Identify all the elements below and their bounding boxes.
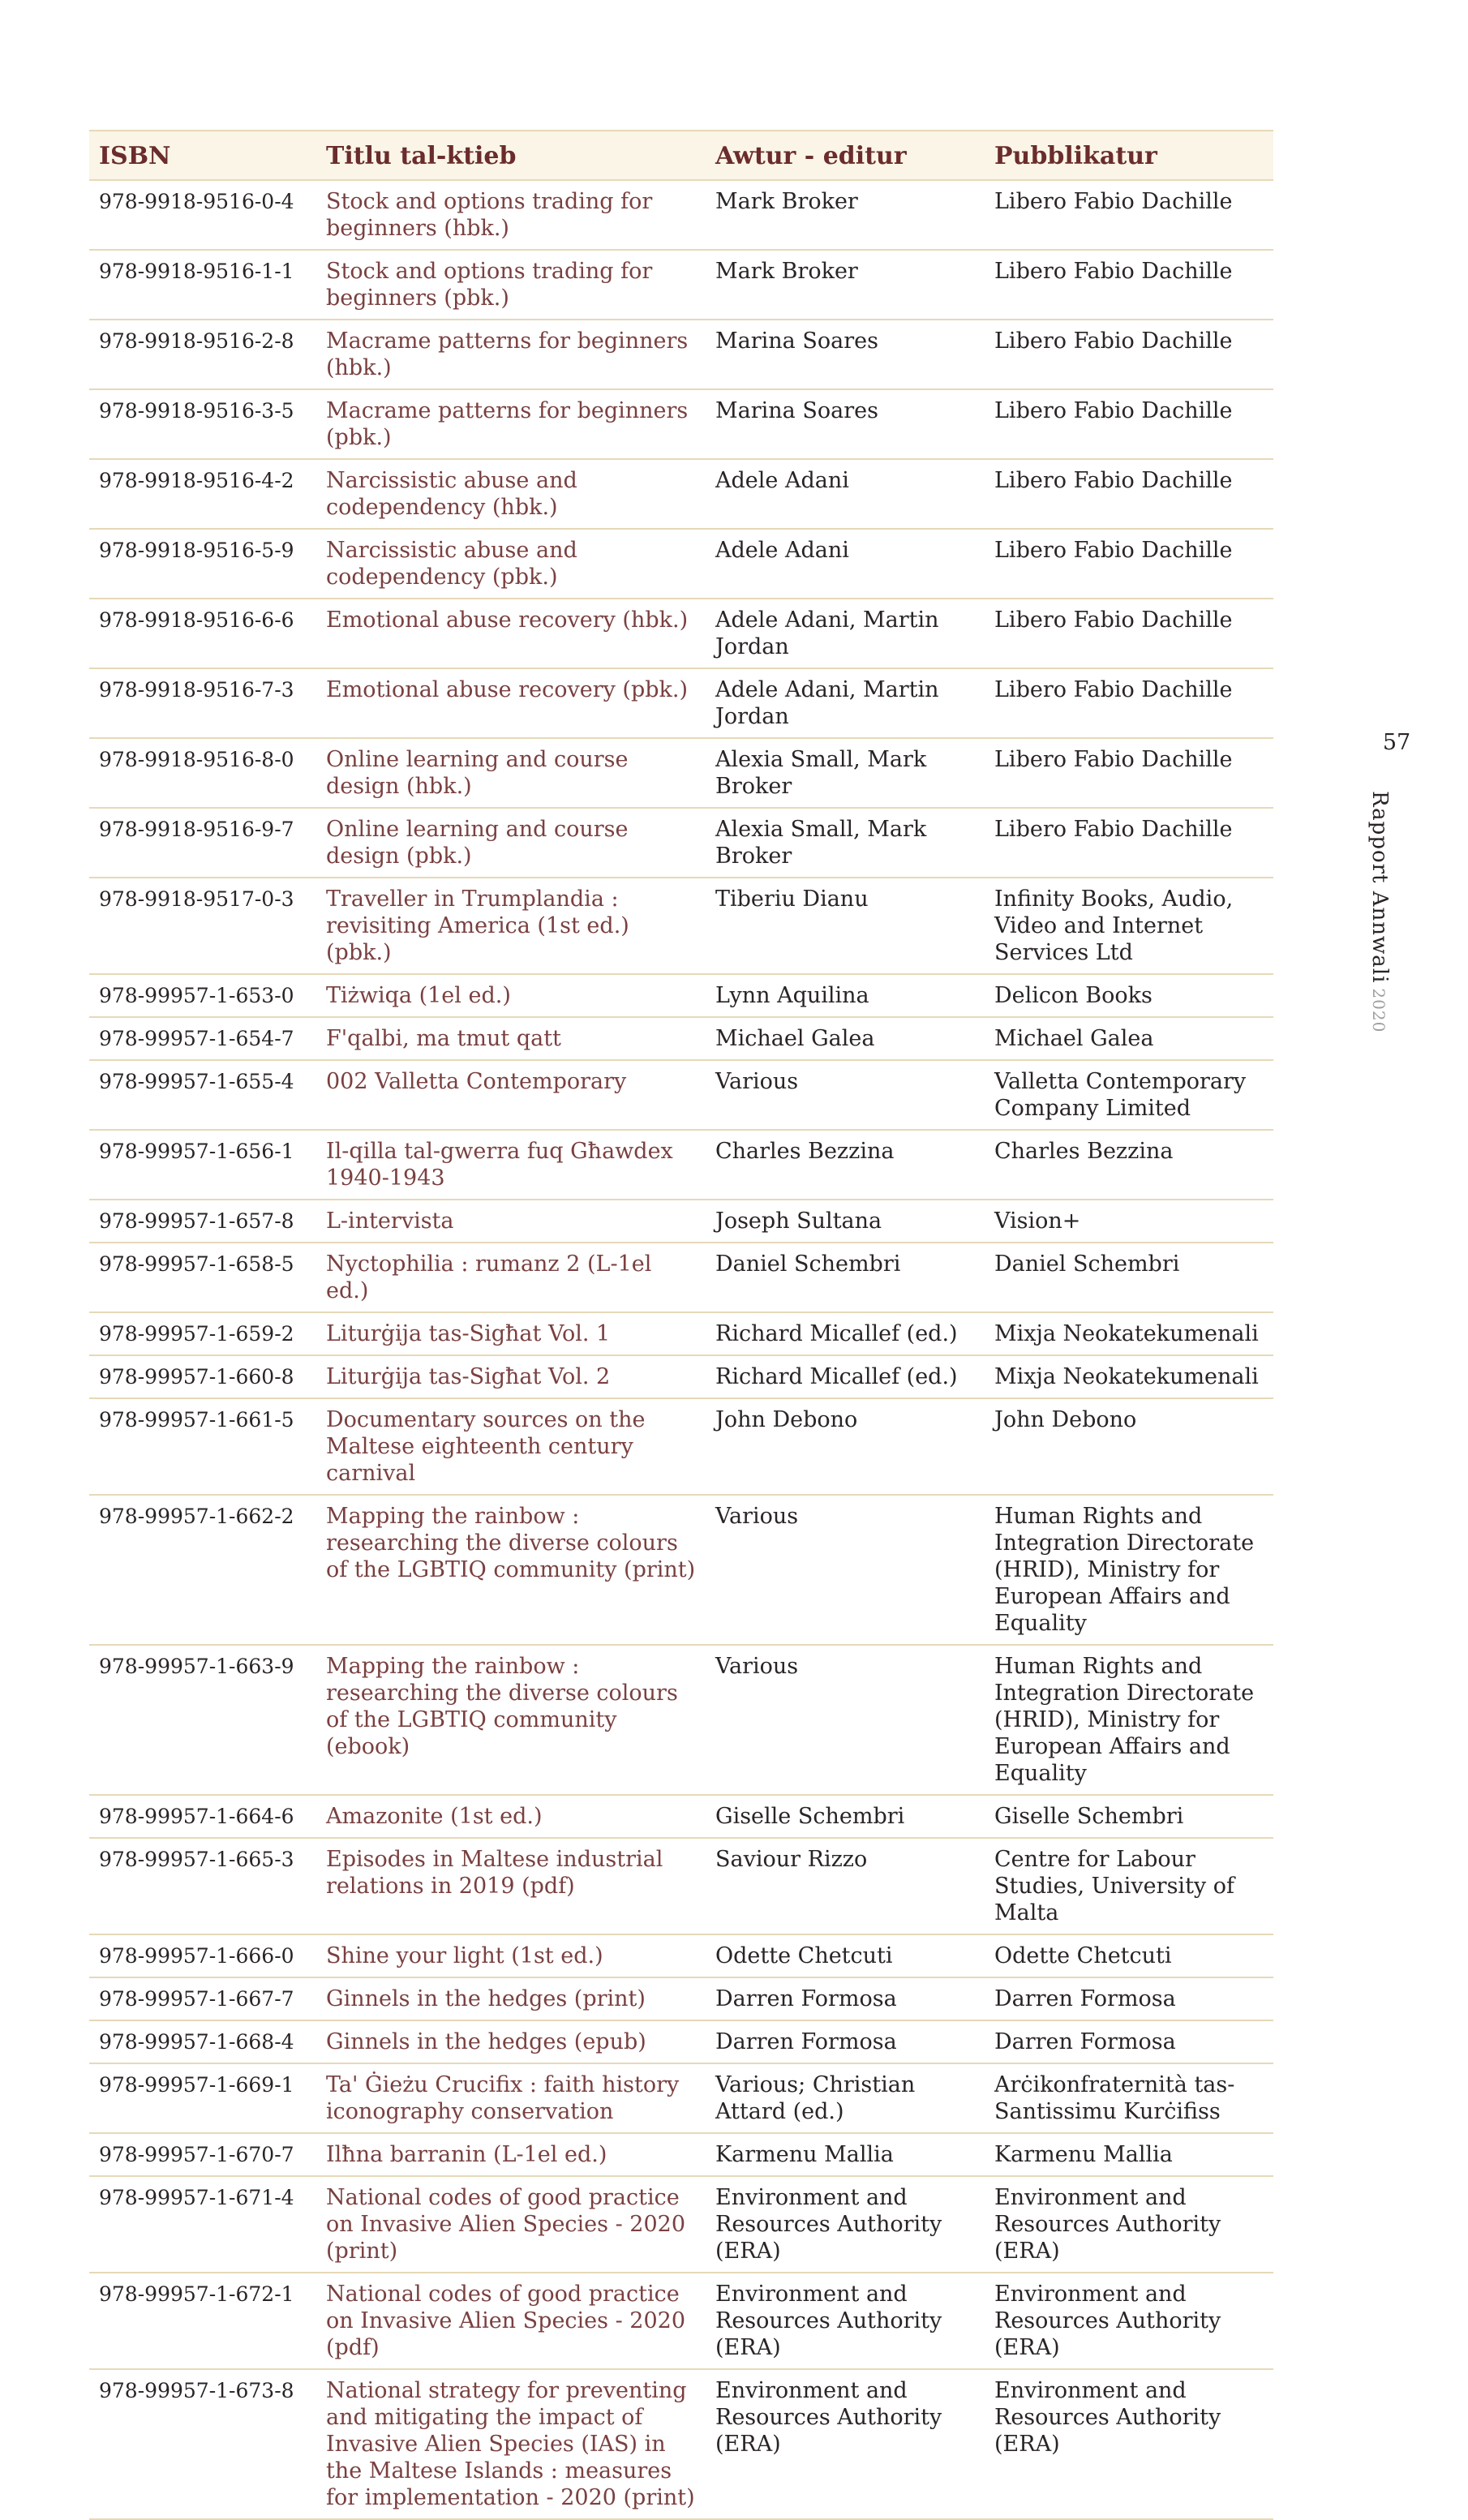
publisher-cell: Giselle Schembri xyxy=(985,1795,1273,1838)
title-cell: National strategy for preventing and mitigating the impact of Invasive Alien Species (IAS) in the Maltese Islands : measures for implementation - 2020 (print) xyxy=(316,2369,706,2519)
publisher-cell: Environment and Resources Authority (ERA) xyxy=(985,2273,1273,2369)
table-row xyxy=(89,1495,1273,1645)
title-cell: Shine your light (1st ed.) xyxy=(316,1934,706,1977)
isbn-cell: 978-99957-1-659-2 xyxy=(89,1312,316,1355)
isbn-cell: 978-99957-1-662-2 xyxy=(89,1495,316,1645)
report-title: Rapport Annwali xyxy=(1367,791,1392,984)
isbn-cell: 978-99957-1-661-5 xyxy=(89,1398,316,1495)
publisher-cell: Infinity Books, Audio, Video and Internet Services Ltd xyxy=(985,878,1273,974)
title-cell: Ginnels in the hedges (epub) xyxy=(316,2020,706,2063)
table-row xyxy=(89,320,1273,389)
isbn-cell: 978-99957-1-657-8 xyxy=(89,1200,316,1243)
title-cell: Online learning and course design (hbk.) xyxy=(316,738,706,808)
table-row xyxy=(89,1312,1273,1355)
publisher-cell: Libero Fabio Dachille xyxy=(985,738,1273,808)
publisher-cell: Odette Chetcuti xyxy=(985,1934,1273,1977)
table-row xyxy=(89,1977,1273,2020)
table-row xyxy=(89,878,1273,974)
title-cell: National codes of good practice on Invasive Alien Species - 2020 (pdf) xyxy=(316,2273,706,2369)
author-cell: Joseph Sultana xyxy=(706,1200,985,1243)
isbn-cell: 978-99957-1-660-8 xyxy=(89,1355,316,1398)
publisher-cell: Libero Fabio Dachille xyxy=(985,320,1273,389)
author-cell: Adele Adani, Martin Jordan xyxy=(706,668,985,738)
isbn-cell: 978-99957-1-655-4 xyxy=(89,1060,316,1130)
title-cell: Ta' Ġieżu Crucifix : faith history iconography conservation xyxy=(316,2063,706,2133)
publisher-cell: Mixja Neokatekumenali xyxy=(985,1355,1273,1398)
table-row xyxy=(89,738,1273,808)
publisher-cell: Darren Formosa xyxy=(985,2020,1273,2063)
title-cell: Liturġija tas-Sigħat Vol. 1 xyxy=(316,1312,706,1355)
author-cell: Marina Soares xyxy=(706,389,985,459)
title-cell: Traveller in Trumplandia : revisiting America (1st ed.) (pbk.) xyxy=(316,878,706,974)
isbn-cell: 978-99957-1-671-4 xyxy=(89,2176,316,2273)
publisher-cell: Mixja Neokatekumenali xyxy=(985,1312,1273,1355)
isbn-cell: 978-99957-1-670-7 xyxy=(89,2133,316,2176)
table-row xyxy=(89,1795,1273,1838)
author-cell: Giselle Schembri xyxy=(706,1795,985,1838)
publisher-cell: Environment and Resources Authority (ERA) xyxy=(985,2369,1273,2519)
table-row xyxy=(89,599,1273,668)
table-row xyxy=(89,180,1273,250)
publisher-cell: Valletta Contemporary Company Limited xyxy=(985,1060,1273,1130)
author-cell: Alexia Small, Mark Broker xyxy=(706,808,985,878)
table-row xyxy=(89,529,1273,599)
table-row xyxy=(89,2020,1273,2063)
publisher-cell: Darren Formosa xyxy=(985,1977,1273,2020)
header-title: Titlu tal-ktieb xyxy=(316,131,706,180)
author-cell: Mark Broker xyxy=(706,250,985,320)
header-publisher: Pubblikatur xyxy=(985,131,1273,180)
title-cell: Nyctophilia : rumanz 2 (L-1el ed.) xyxy=(316,1243,706,1312)
title-cell: L-intervista xyxy=(316,1200,706,1243)
title-cell: National codes of good practice on Invasive Alien Species - 2020 (print) xyxy=(316,2176,706,2273)
isbn-cell: 978-9918-9516-3-5 xyxy=(89,389,316,459)
publisher-cell: Centre for Labour Studies, University of Malta xyxy=(985,1838,1273,1934)
author-cell: Tiberiu Dianu xyxy=(706,878,985,974)
isbn-cell: 978-99957-1-672-1 xyxy=(89,2273,316,2369)
isbn-cell: 978-9918-9516-7-3 xyxy=(89,668,316,738)
isbn-cell: 978-9918-9516-2-8 xyxy=(89,320,316,389)
table-row xyxy=(89,1355,1273,1398)
author-cell: Environment and Resources Authority (ERA) xyxy=(706,2369,985,2519)
publisher-cell: Charles Bezzina xyxy=(985,1130,1273,1200)
title-cell: Documentary sources on the Maltese eighteenth century carnival xyxy=(316,1398,706,1495)
publisher-cell: Libero Fabio Dachille xyxy=(985,459,1273,529)
author-cell: Various xyxy=(706,1060,985,1130)
author-cell: Lynn Aquilina xyxy=(706,974,985,1017)
title-cell: Tiżwiqa (1el ed.) xyxy=(316,974,706,1017)
isbn-cell: 978-99957-1-658-5 xyxy=(89,1243,316,1312)
title-cell: Emotional abuse recovery (pbk.) xyxy=(316,668,706,738)
isbn-cell: 978-99957-1-665-3 xyxy=(89,1838,316,1934)
publisher-cell: Libero Fabio Dachille xyxy=(985,808,1273,878)
title-cell: Narcissistic abuse and codependency (hbk.) xyxy=(316,459,706,529)
publisher-cell: Arċikonfraternità tas-Santissimu Kurċifiss xyxy=(985,2063,1273,2133)
publisher-cell: Human Rights and Integration Directorate (HRID), Ministry for European Affairs and Equality xyxy=(985,1495,1273,1645)
isbn-cell: 978-9918-9516-6-6 xyxy=(89,599,316,668)
title-cell: Macrame patterns for beginners (pbk.) xyxy=(316,389,706,459)
table-row xyxy=(89,974,1273,1017)
publisher-cell: Libero Fabio Dachille xyxy=(985,599,1273,668)
title-cell: Ginnels in the hedges (print) xyxy=(316,1977,706,2020)
isbn-cell: 978-99957-1-654-7 xyxy=(89,1017,316,1060)
title-cell: Liturġija tas-Sigħat Vol. 2 xyxy=(316,1355,706,1398)
table-row xyxy=(89,250,1273,320)
author-cell: Daniel Schembri xyxy=(706,1243,985,1312)
title-cell: Macrame patterns for beginners (hbk.) xyxy=(316,320,706,389)
isbn-cell: 978-9918-9516-4-2 xyxy=(89,459,316,529)
table-row xyxy=(89,668,1273,738)
author-cell: Various xyxy=(706,1495,985,1645)
publisher-cell: Libero Fabio Dachille xyxy=(985,389,1273,459)
publisher-cell: Human Rights and Integration Directorate (HRID), Ministry for European Affairs and Equality xyxy=(985,1645,1273,1795)
title-cell: Mapping the rainbow : researching the diverse colours of the LGBTIQ community (ebook) xyxy=(316,1645,706,1795)
table-row xyxy=(89,2273,1273,2369)
author-cell: Karmenu Mallia xyxy=(706,2133,985,2176)
table-row xyxy=(89,1934,1273,1977)
table-row xyxy=(89,1398,1273,1495)
author-cell: Environment and Resources Authority (ERA) xyxy=(706,2176,985,2273)
table-body xyxy=(89,180,1273,2519)
title-cell: F'qalbi, ma tmut qatt xyxy=(316,1017,706,1060)
isbn-cell: 978-9918-9516-8-0 xyxy=(89,738,316,808)
publisher-cell: Environment and Resources Authority (ERA) xyxy=(985,2176,1273,2273)
table-row xyxy=(89,2369,1273,2519)
isbn-cell: 978-99957-1-666-0 xyxy=(89,1934,316,1977)
table-row xyxy=(89,1017,1273,1060)
isbn-cell: 978-99957-1-664-6 xyxy=(89,1795,316,1838)
publisher-cell: Libero Fabio Dachille xyxy=(985,250,1273,320)
author-cell: Darren Formosa xyxy=(706,2020,985,2063)
publisher-cell: Karmenu Mallia xyxy=(985,2133,1273,2176)
author-cell: Darren Formosa xyxy=(706,1977,985,2020)
running-head xyxy=(1367,791,1392,1032)
title-cell: Stock and options trading for beginners (pbk.) xyxy=(316,250,706,320)
author-cell: Various xyxy=(706,1645,985,1795)
isbn-cell: 978-99957-1-663-9 xyxy=(89,1645,316,1795)
isbn-cell: 978-99957-1-653-0 xyxy=(89,974,316,1017)
author-cell: Richard Micallef (ed.) xyxy=(706,1355,985,1398)
author-cell: Adele Adani, Martin Jordan xyxy=(706,599,985,668)
title-cell: Ilħna barranin (L-1el ed.) xyxy=(316,2133,706,2176)
table-row xyxy=(89,2063,1273,2133)
isbn-cell: 978-99957-1-656-1 xyxy=(89,1130,316,1200)
header-isbn: ISBN xyxy=(89,131,316,180)
table-row xyxy=(89,1243,1273,1312)
header-author: Awtur - editur xyxy=(706,131,985,180)
table-header-row xyxy=(89,131,1273,180)
table-row xyxy=(89,1060,1273,1130)
isbn-cell: 978-99957-1-669-1 xyxy=(89,2063,316,2133)
publisher-cell: Vision+ xyxy=(985,1200,1273,1243)
author-cell: Environment and Resources Authority (ERA) xyxy=(706,2273,985,2369)
author-cell: Adele Adani xyxy=(706,529,985,599)
title-cell: Online learning and course design (pbk.) xyxy=(316,808,706,878)
table-row xyxy=(89,1838,1273,1934)
title-cell: Mapping the rainbow : researching the diverse colours of the LGBTIQ community (print) xyxy=(316,1495,706,1645)
table-row xyxy=(89,389,1273,459)
title-cell: Il-qilla tal-gwerra fuq Għawdex 1940-1943 xyxy=(316,1130,706,1200)
author-cell: Various; Christian Attard (ed.) xyxy=(706,2063,985,2133)
isbn-cell: 978-9918-9516-9-7 xyxy=(89,808,316,878)
isbn-cell: 978-99957-1-668-4 xyxy=(89,2020,316,2063)
title-cell: Amazonite (1st ed.) xyxy=(316,1795,706,1838)
author-cell: Richard Micallef (ed.) xyxy=(706,1312,985,1355)
isbn-cell: 978-99957-1-667-7 xyxy=(89,1977,316,2020)
author-cell: Mark Broker xyxy=(706,180,985,250)
title-cell: Episodes in Maltese industrial relations in 2019 (pdf) xyxy=(316,1838,706,1934)
publisher-cell: Daniel Schembri xyxy=(985,1243,1273,1312)
title-cell: Stock and options trading for beginners (hbk.) xyxy=(316,180,706,250)
publisher-cell: John Debono xyxy=(985,1398,1273,1495)
isbn-cell: 978-9918-9516-0-4 xyxy=(89,180,316,250)
publisher-cell: Libero Fabio Dachille xyxy=(985,180,1273,250)
isbn-cell: 978-9918-9516-5-9 xyxy=(89,529,316,599)
author-cell: Marina Soares xyxy=(706,320,985,389)
report-year: 2020 xyxy=(1369,988,1389,1033)
isbn-cell: 978-9918-9516-1-1 xyxy=(89,250,316,320)
author-cell: Saviour Rizzo xyxy=(706,1838,985,1934)
table-row xyxy=(89,808,1273,878)
title-cell: Emotional abuse recovery (hbk.) xyxy=(316,599,706,668)
table-row xyxy=(89,1130,1273,1200)
publisher-cell: Delicon Books xyxy=(985,974,1273,1017)
author-cell: Adele Adani xyxy=(706,459,985,529)
table-row xyxy=(89,2176,1273,2273)
page-number: 57 xyxy=(1382,730,1411,755)
title-cell: 002 Valletta Contemporary xyxy=(316,1060,706,1130)
isbn-cell: 978-9918-9517-0-3 xyxy=(89,878,316,974)
publisher-cell: Michael Galea xyxy=(985,1017,1273,1060)
title-cell: Narcissistic abuse and codependency (pbk.) xyxy=(316,529,706,599)
table-row xyxy=(89,1200,1273,1243)
table-row xyxy=(89,459,1273,529)
publications-table xyxy=(89,130,1273,2520)
table-row xyxy=(89,1645,1273,1795)
table-row xyxy=(89,2133,1273,2176)
publisher-cell: Libero Fabio Dachille xyxy=(985,668,1273,738)
author-cell: Michael Galea xyxy=(706,1017,985,1060)
publisher-cell: Libero Fabio Dachille xyxy=(985,529,1273,599)
author-cell: Charles Bezzina xyxy=(706,1130,985,1200)
author-cell: Alexia Small, Mark Broker xyxy=(706,738,985,808)
isbn-cell: 978-99957-1-673-8 xyxy=(89,2369,316,2519)
author-cell: Odette Chetcuti xyxy=(706,1934,985,1977)
author-cell: John Debono xyxy=(706,1398,985,1495)
